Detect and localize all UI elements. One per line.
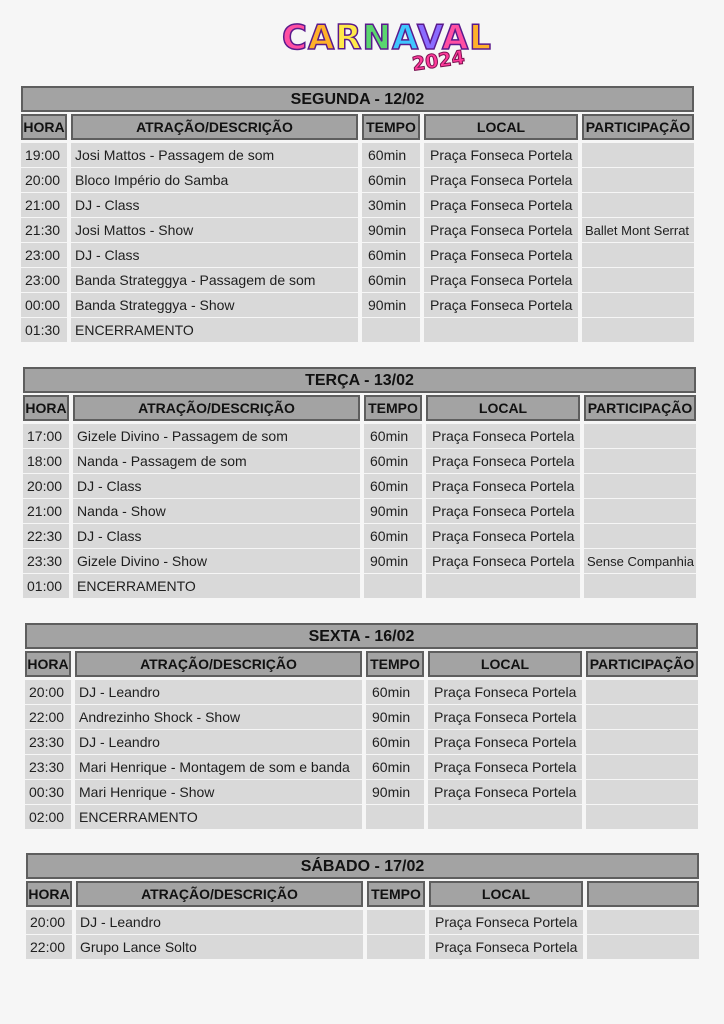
cell-atracao: Nanda - Passagem de som: [73, 449, 360, 474]
cell-hora: 02:00: [25, 805, 71, 830]
cell-atracao: DJ - Class: [71, 193, 358, 218]
cell-local: [428, 805, 582, 830]
cell-tempo: 60min: [362, 268, 420, 293]
cell-atracao: Nanda - Show: [73, 499, 360, 524]
cell-participacao: [584, 449, 696, 474]
cell-participacao: [582, 243, 694, 268]
cell-local: Praça Fonseca Portela: [426, 424, 580, 449]
carnaval-2024-logo: [282, 14, 492, 76]
logo-year: 2024: [410, 46, 467, 76]
cell-participacao: [587, 935, 699, 960]
cell-local: Praça Fonseca Portela: [424, 143, 578, 168]
table-row: [23, 424, 696, 449]
cell-local: Praça Fonseca Portela: [424, 293, 578, 318]
cell-tempo: [362, 318, 420, 343]
table-row: [23, 549, 696, 574]
cell-participacao: [587, 910, 699, 935]
cell-atracao: DJ - Leandro: [75, 680, 362, 705]
cell-participacao: [586, 705, 698, 730]
cell-tempo: 60min: [364, 424, 422, 449]
cell-hora: 21:00: [21, 193, 67, 218]
table-body: [23, 424, 696, 599]
header-tempo: TEMPO: [366, 651, 424, 677]
day-title: SÁBADO - 17/02: [26, 853, 699, 879]
table-row: [21, 143, 694, 168]
table-row: [21, 268, 694, 293]
cell-hora: 20:00: [21, 168, 67, 193]
table-row: [21, 243, 694, 268]
header-atracao: ATRAÇÃO/DESCRIÇÃO: [75, 651, 362, 677]
header-hora: HORA: [25, 651, 71, 677]
cell-hora: 20:00: [23, 474, 69, 499]
cell-participacao: [584, 499, 696, 524]
logo-letter: C: [282, 18, 308, 58]
cell-local: Praça Fonseca Portela: [428, 780, 582, 805]
cell-tempo: 60min: [364, 474, 422, 499]
cell-atracao: DJ - Class: [71, 243, 358, 268]
cell-participacao: [584, 524, 696, 549]
cell-local: [426, 574, 580, 599]
cell-local: Praça Fonseca Portela: [424, 168, 578, 193]
cell-local: Praça Fonseca Portela: [424, 218, 578, 243]
table-header: [26, 881, 699, 907]
logo-letter: V: [416, 18, 442, 58]
cell-tempo: [367, 935, 425, 960]
cell-atracao: DJ - Leandro: [76, 910, 363, 935]
cell-atracao: Bloco Império do Samba: [71, 168, 358, 193]
cell-hora: 00:30: [25, 780, 71, 805]
table-row: [26, 935, 699, 960]
day-title: TERÇA - 13/02: [23, 367, 696, 393]
cell-local: Praça Fonseca Portela: [426, 449, 580, 474]
cell-atracao: Josi Mattos - Passagem de som: [71, 143, 358, 168]
cell-local: Praça Fonseca Portela: [428, 705, 582, 730]
cell-hora: 23:00: [21, 268, 67, 293]
cell-hora: 22:00: [26, 935, 72, 960]
cell-tempo: [367, 910, 425, 935]
cell-atracao: DJ - Leandro: [75, 730, 362, 755]
header-participacao: PARTICIPAÇÃO: [584, 395, 696, 421]
cell-local: Praça Fonseca Portela: [424, 193, 578, 218]
header-participacao-empty: [587, 881, 699, 907]
cell-local: Praça Fonseca Portela: [424, 243, 578, 268]
header-tempo: TEMPO: [367, 881, 425, 907]
day-title: SEXTA - 16/02: [25, 623, 698, 649]
cell-tempo: 90min: [362, 218, 420, 243]
header-hora: HORA: [21, 114, 67, 140]
cell-atracao: Josi Mattos - Show: [71, 218, 358, 243]
cell-local: [424, 318, 578, 343]
schedule-terca: [23, 367, 696, 599]
header-tempo: TEMPO: [364, 395, 422, 421]
table-row: [21, 218, 694, 243]
header-local: LOCAL: [428, 651, 582, 677]
cell-hora: 22:00: [25, 705, 71, 730]
header-hora: HORA: [26, 881, 72, 907]
table-header: [23, 395, 696, 421]
cell-atracao: Banda Strateggya - Passagem de som: [71, 268, 358, 293]
cell-participacao: [582, 318, 694, 343]
header-local: LOCAL: [424, 114, 578, 140]
cell-tempo: 60min: [364, 449, 422, 474]
cell-local: Praça Fonseca Portela: [428, 755, 582, 780]
table-row: [25, 730, 698, 755]
cell-participacao: Ballet Mont Serrat: [582, 218, 694, 243]
cell-participacao: [584, 474, 696, 499]
cell-atracao: ENCERRAMENTO: [75, 805, 362, 830]
table-row: [23, 499, 696, 524]
cell-participacao: [586, 805, 698, 830]
cell-tempo: 90min: [364, 549, 422, 574]
cell-atracao: Mari Henrique - Montagem de som e banda: [75, 755, 362, 780]
schedule-sexta: [25, 623, 698, 830]
logo-letter: N: [362, 18, 392, 58]
table-body: [26, 910, 699, 960]
cell-participacao: [582, 268, 694, 293]
cell-participacao: [586, 755, 698, 780]
cell-participacao: [582, 168, 694, 193]
cell-tempo: 60min: [366, 680, 424, 705]
cell-atracao: Andrezinho Shock - Show: [75, 705, 362, 730]
cell-local: Praça Fonseca Portela: [426, 524, 580, 549]
table-row: [21, 293, 694, 318]
cell-local: Praça Fonseca Portela: [428, 730, 582, 755]
cell-hora: 22:30: [23, 524, 69, 549]
cell-atracao: Mari Henrique - Show: [75, 780, 362, 805]
cell-hora: 01:00: [23, 574, 69, 599]
day-title: SEGUNDA - 12/02: [21, 86, 694, 112]
table-row: [23, 474, 696, 499]
cell-hora: 18:00: [23, 449, 69, 474]
header-tempo: TEMPO: [362, 114, 420, 140]
cell-tempo: [366, 805, 424, 830]
cell-local: Praça Fonseca Portela: [429, 935, 583, 960]
cell-participacao: [582, 293, 694, 318]
cell-tempo: 60min: [364, 524, 422, 549]
cell-hora: 20:00: [25, 680, 71, 705]
cell-tempo: [364, 574, 422, 599]
table-body: [21, 143, 694, 343]
cell-atracao: ENCERRAMENTO: [73, 574, 360, 599]
cell-tempo: 90min: [364, 499, 422, 524]
cell-hora: 21:00: [23, 499, 69, 524]
header-participacao: PARTICIPAÇÃO: [586, 651, 698, 677]
cell-local: Praça Fonseca Portela: [424, 268, 578, 293]
table-row: [23, 524, 696, 549]
table-row: [26, 910, 699, 935]
cell-tempo: 60min: [362, 168, 420, 193]
cell-tempo: 90min: [362, 293, 420, 318]
cell-hora: 20:00: [26, 910, 72, 935]
cell-hora: 23:30: [25, 730, 71, 755]
cell-atracao: Grupo Lance Solto: [76, 935, 363, 960]
header-atracao: ATRAÇÃO/DESCRIÇÃO: [71, 114, 358, 140]
table-body: [25, 680, 698, 830]
cell-atracao: DJ - Class: [73, 524, 360, 549]
cell-hora: 21:30: [21, 218, 67, 243]
table-header: [25, 651, 698, 677]
table-row: [25, 780, 698, 805]
cell-tempo: 60min: [366, 730, 424, 755]
cell-tempo: 90min: [366, 705, 424, 730]
cell-atracao: DJ - Class: [73, 474, 360, 499]
schedule-sabado: [26, 853, 699, 960]
logo-letter: R: [335, 18, 363, 58]
cell-participacao: [584, 574, 696, 599]
cell-participacao: [584, 424, 696, 449]
logo-letter: A: [391, 18, 417, 58]
cell-tempo: 60min: [362, 143, 420, 168]
cell-participacao: [586, 680, 698, 705]
cell-tempo: 90min: [366, 780, 424, 805]
logo-letter: L: [469, 18, 492, 58]
table-row: [25, 705, 698, 730]
cell-tempo: 60min: [366, 755, 424, 780]
header-atracao: ATRAÇÃO/DESCRIÇÃO: [73, 395, 360, 421]
table-row: [21, 193, 694, 218]
cell-atracao: ENCERRAMENTO: [71, 318, 358, 343]
cell-local: Praça Fonseca Portela: [428, 680, 582, 705]
table-row: [25, 680, 698, 705]
cell-local: Praça Fonseca Portela: [426, 474, 580, 499]
cell-hora: 00:00: [21, 293, 67, 318]
cell-participacao: [582, 143, 694, 168]
table-row: [23, 449, 696, 474]
cell-hora: 23:30: [23, 549, 69, 574]
logo-letter: A: [307, 18, 336, 58]
cell-hora: 23:30: [25, 755, 71, 780]
table-row: [21, 168, 694, 193]
cell-atracao: Gizele Divino - Passagem de som: [73, 424, 360, 449]
table-header: [21, 114, 694, 140]
schedule-segunda: [21, 86, 694, 343]
cell-participacao: [586, 730, 698, 755]
logo-letter: A: [441, 18, 470, 58]
cell-hora: 17:00: [23, 424, 69, 449]
cell-hora: 23:00: [21, 243, 67, 268]
cell-participacao: Sense Companhia: [584, 549, 696, 574]
cell-tempo: 30min: [362, 193, 420, 218]
cell-participacao: [586, 780, 698, 805]
cell-hora: 01:30: [21, 318, 67, 343]
table-row: [25, 805, 698, 830]
table-row: [23, 574, 696, 599]
cell-tempo: 60min: [362, 243, 420, 268]
table-row: [25, 755, 698, 780]
header-atracao: ATRAÇÃO/DESCRIÇÃO: [76, 881, 363, 907]
header-hora: HORA: [23, 395, 69, 421]
cell-local: Praça Fonseca Portela: [426, 549, 580, 574]
header-participacao: PARTICIPAÇÃO: [582, 114, 694, 140]
cell-atracao: Banda Strateggya - Show: [71, 293, 358, 318]
header-local: LOCAL: [429, 881, 583, 907]
table-row: [21, 318, 694, 343]
cell-hora: 19:00: [21, 143, 67, 168]
cell-participacao: [582, 193, 694, 218]
cell-local: Praça Fonseca Portela: [426, 499, 580, 524]
header-local: LOCAL: [426, 395, 580, 421]
cell-atracao: Gizele Divino - Show: [73, 549, 360, 574]
cell-local: Praça Fonseca Portela: [429, 910, 583, 935]
